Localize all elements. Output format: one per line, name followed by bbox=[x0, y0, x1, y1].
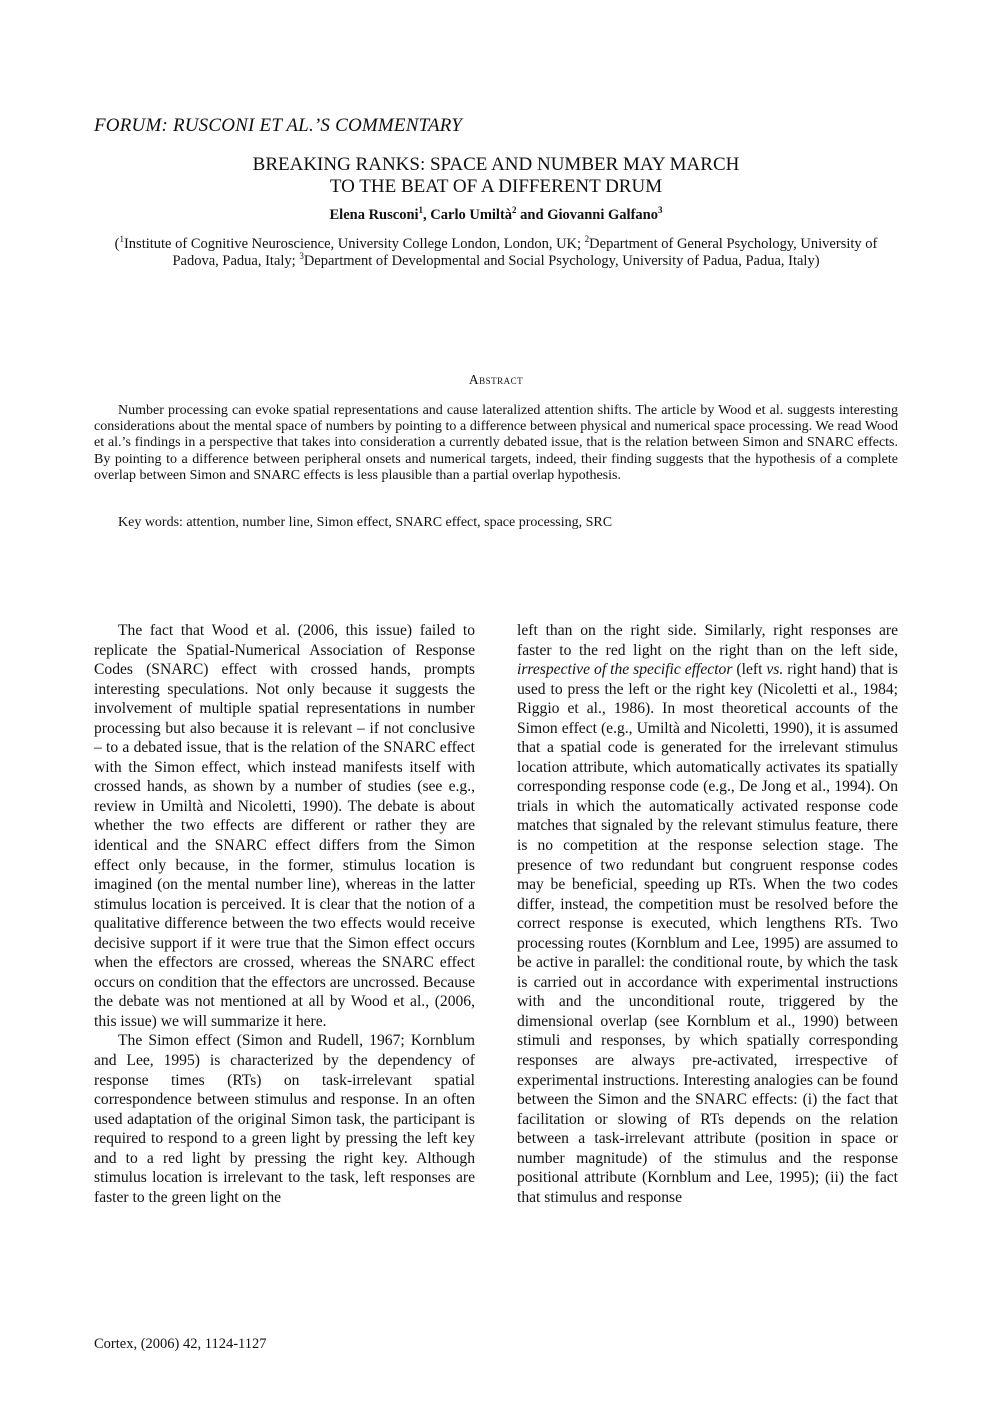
p3-part-c: right hand) that is used to press the left or the right key (Nicoletti et al., 1984; Riggio et al., 1986). In most theoretical accounts of the Simon effect (e.g., Umiltà and Nicoletti, 1990), it is assumed that a spatial code is generated for the irrelevant stimulus location attribute, which automatically activates its spatially corresponding response code (e.g., De Jong et al., 1994). On trials in which the automatically activated response code matches that signaled by the relevant stimulus feature, there is no competition at the response selection stage. The presence of two redundant but congruent response codes may be beneficial, speeding up RTs. When the two codes differ, instead, the competition must be resolved before the correct response is executed, which lengthens RTs. Two processing routes (Kornblum and Lee, 1995) are assumed to be active in parallel: the conditional route, by which the task is carried out in accordance with experimental instructions with and the unconditional route, triggered by the dimensional overlap (see Kornblum et al., 1990) between stimuli and responses, by which spatially corresponding responses are always pre-activated, irrespective of experimental instructions. Interesting analogies can be found between the Simon and the SNARC effects: (i) the fact that facilitation or slowing of RTs depends on the relation between a task-irrelevant attribute (position in space or number magnitude) of the stimulus and the response positional attribute (Kornblum and Lee, 1995); (ii) the fact that stimulus and response bbox=[517, 661, 898, 1206]
author-3-affil-mark: 3 bbox=[657, 205, 663, 216]
journal-citation: Cortex, (2006) 42, 1124-1127 bbox=[94, 1336, 267, 1352]
p3-part-a: left than on the right side. Similarly, right responses are faster to the red light on the right than on the left side, bbox=[517, 622, 898, 659]
affil-3: Department of Developmental and Social Psychology, University of Padua, Padua, Italy) bbox=[303, 253, 820, 269]
article-title bbox=[94, 154, 898, 198]
body-paragraph-1: The fact that Wood et al. (2006, this issue) failed to replicate the Spatial-Numerical Association of Response Codes (SNARC) effect with crossed hands, prompts interesting speculations. Not only because it suggests the involvement of multiple spatial representations in number processing but also because it is relevant – if not conclusive – to a debated issue, that is the relation of the SNARC effect with the Simon effect, which instead manifests itself with crossed hands, as shown by a number of studies (see e.g., review in Umiltà and Nicoletti, 1990). The debate is about whether the two effects are different or rather they are identical and the SNARC effect differs from the Simon effect only because, in the former, stimulus location is imagined (on the mental number line), whereas in the latter stimulus location is perceived. It is clear that the notion of a qualitative difference between the two effects would receive decisive support if it were true that the Simon effect occurs when the effectors are crossed, whereas the SNARC effect occurs on condition that the effectors are uncrossed. Because the debate was not mentioned at all by Wood et al., (2006, this issue) we will summarize it here. bbox=[94, 622, 475, 1030]
title-line-2: TO THE BEAT OF A DIFFERENT DRUM bbox=[329, 176, 663, 197]
affil-1: Institute of Cognitive Neuroscience, University College London, London, UK; bbox=[123, 236, 585, 252]
keywords: Key words: attention, number line, Simon effect, SNARC effect, space processing, SRC bbox=[118, 515, 613, 530]
affil-2: Department of General Psychology, University of Padova, Padua, Italy; bbox=[172, 236, 878, 269]
affil-3-mark: 3 bbox=[299, 251, 304, 262]
author-1-affil-mark: 1 bbox=[418, 205, 424, 216]
forum-heading: FORUM: RUSCONI ET AL.’S COMMENTARY bbox=[94, 115, 462, 136]
title-line-1: BREAKING RANKS: SPACE AND NUMBER MAY MARCH bbox=[252, 154, 740, 175]
author-2: Carlo Umiltà bbox=[430, 207, 513, 223]
affil-1-mark: 1 bbox=[119, 234, 124, 245]
affil-open-paren: ( bbox=[114, 236, 120, 252]
body-column-right bbox=[517, 621, 898, 1207]
abstract-heading: Abstract bbox=[468, 372, 524, 387]
p3-emphasis-1: irrespective of the specific effector bbox=[517, 661, 733, 679]
author-3: Giovanni Galfano bbox=[547, 207, 658, 223]
p3-emphasis-2: vs. bbox=[766, 661, 784, 679]
author-conjunction: and bbox=[516, 207, 548, 223]
affiliations bbox=[110, 236, 882, 270]
body-paragraph-2: The Simon effect (Simon and Rudell, 1967; Kornblum and Lee, 1995) is characterized by the dependency of response times (RTs) on task-irrelevant spatial correspondence between stimulus and response. In an often used adaptation of the original Simon task, the participant is required to respond to a green light by pressing the left key and to a red light by pressing the right key. Although stimulus location is irrelevant to the task, left responses are faster to the green light on the bbox=[94, 1032, 475, 1206]
body-column-left bbox=[94, 621, 475, 1207]
p3-part-b: (left bbox=[732, 661, 767, 679]
author-list: Elena Rusconi$^1$, Carlo Umiltà$^2$ and Giovanni Galfano$^3$ bbox=[329, 205, 663, 223]
body-paragraph-3 bbox=[517, 621, 898, 1207]
author-1: Elena Rusconi bbox=[329, 207, 419, 223]
author-2-affil-mark: 2 bbox=[512, 205, 517, 216]
affil-2-mark: 2 bbox=[584, 234, 590, 245]
abstract-text: Number processing can evoke spatial representations and cause lateralized attention shifts. The article by Wood et al. suggests interesting considerations about the mental space of numbers by pointing to a difference between physical and numerical space processing. We read Wood et al.’s findings in a perspective that takes into consideration a currently debated issue, that is the relation between Simon and SNARC effects. By pointing to a difference between peripheral onsets and numerical targets, indeed, their finding suggests that the hypothesis of a complete overlap between Simon and SNARC effects is less plausible than a partial overlap hypothesis. bbox=[94, 403, 898, 483]
